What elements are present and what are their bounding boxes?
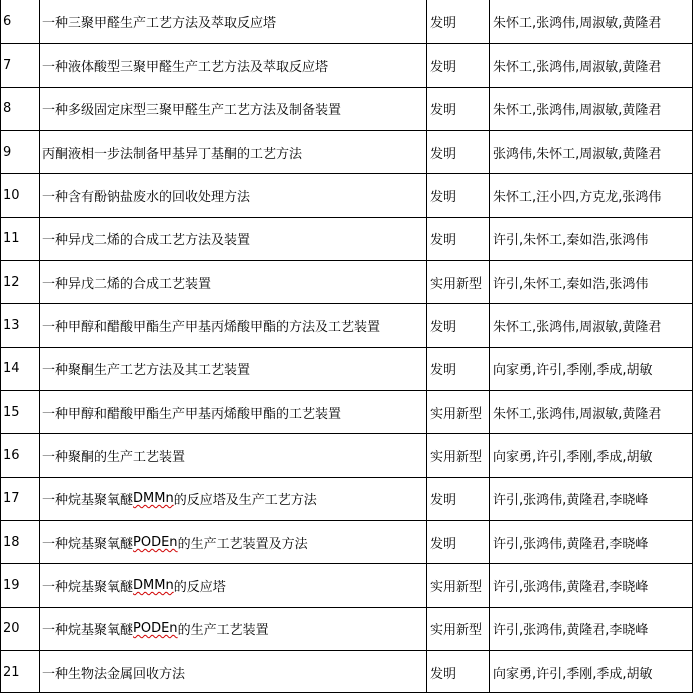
inventors: 许引,张鸿伟,黄隆君,李晓峰 bbox=[493, 537, 649, 553]
patent-title: 一种多级固定床型三聚甲醛生产工艺方法及制备装置 bbox=[42, 103, 342, 119]
row-number: 15 bbox=[3, 405, 20, 421]
inventors: 朱怀工,张鸿伟,周淑敏,黄隆君 bbox=[493, 320, 662, 336]
row-14 bbox=[0, 347, 693, 390]
title-prefix: 一种烷基聚氧醚 bbox=[42, 493, 134, 509]
row-number: 11 bbox=[3, 231, 20, 247]
inventors: 朱怀工,汪小四,方克龙,张鸿伟 bbox=[493, 190, 662, 206]
spellcheck-term: DMMn bbox=[133, 491, 174, 507]
patent-title bbox=[42, 607, 426, 650]
title-suffix: 的反应塔 bbox=[173, 580, 226, 596]
spellcheck-term: PODEn bbox=[133, 621, 178, 637]
patent-type: 发明 bbox=[430, 667, 457, 683]
row-number: 9 bbox=[3, 145, 12, 161]
row-20 bbox=[0, 607, 693, 650]
inventors: 张鸿伟,朱怀工,周淑敏,黄隆君 bbox=[493, 147, 662, 163]
inventors: 许引,张鸿伟,黄隆君,李晓峰 bbox=[493, 493, 649, 509]
row-6 bbox=[0, 0, 693, 43]
row-number: 13 bbox=[3, 318, 20, 334]
inventors: 朱怀工,张鸿伟,周淑敏,黄隆君 bbox=[493, 103, 662, 119]
title-suffix: 的生产工艺装置 bbox=[177, 623, 269, 639]
inventors: 向家勇,许引,季刚,季成,胡敏 bbox=[493, 667, 653, 683]
patent-type: 发明 bbox=[430, 16, 457, 32]
patent-type: 实用新型 bbox=[430, 580, 483, 596]
patent-title: 一种液体酸型三聚甲醛生产工艺方法及萃取反应塔 bbox=[42, 60, 329, 76]
row-number: 16 bbox=[3, 448, 20, 464]
row-12 bbox=[0, 261, 693, 304]
patent-title: 丙酮液相一步法制备甲基异丁基酮的工艺方法 bbox=[42, 147, 303, 163]
spellcheck-term: DMMn bbox=[133, 578, 174, 594]
inventors: 朱怀工,张鸿伟,周淑敏,黄隆君 bbox=[493, 16, 662, 32]
row-number: 21 bbox=[3, 665, 20, 681]
patent-type: 发明 bbox=[430, 103, 457, 119]
row-number: 19 bbox=[3, 578, 20, 594]
row-number: 10 bbox=[3, 188, 20, 204]
row-number: 18 bbox=[3, 535, 20, 551]
patent-type: 发明 bbox=[430, 190, 457, 206]
patent-title: 一种甲醇和醋酸甲酯生产甲基丙烯酸甲酯的方法及工艺装置 bbox=[42, 320, 381, 336]
patent-type: 发明 bbox=[430, 537, 457, 553]
inventors: 朱怀工,张鸿伟,周淑敏,黄隆君 bbox=[493, 60, 662, 76]
patent-title: 一种异戊二烯的合成工艺装置 bbox=[42, 277, 212, 293]
patent-title: 一种聚酮的生产工艺装置 bbox=[42, 450, 186, 466]
patent-type: 发明 bbox=[430, 320, 457, 336]
title-prefix: 一种烷基聚氧醚 bbox=[42, 623, 134, 639]
row-number: 17 bbox=[3, 491, 20, 507]
patent-type: 实用新型 bbox=[430, 450, 483, 466]
row-8 bbox=[0, 87, 693, 130]
inventors: 朱怀工,张鸿伟,周淑敏,黄隆君 bbox=[493, 407, 662, 423]
patent-title: 一种三聚甲醛生产工艺方法及萃取反应塔 bbox=[42, 16, 277, 32]
patent-type: 实用新型 bbox=[430, 407, 483, 423]
row-number: 14 bbox=[3, 361, 20, 377]
inventors: 许引,张鸿伟,黄隆君,李晓峰 bbox=[493, 580, 649, 596]
row-19 bbox=[0, 564, 693, 607]
inventors: 向家勇,许引,季刚,季成,胡敏 bbox=[493, 450, 653, 466]
patent-type: 实用新型 bbox=[430, 623, 483, 639]
patent-title bbox=[42, 564, 426, 607]
row-15 bbox=[0, 391, 693, 434]
row-number: 6 bbox=[3, 14, 12, 30]
inventors: 许引,朱怀工,秦如浩,张鸿伟 bbox=[493, 277, 649, 293]
row-21 bbox=[0, 651, 693, 694]
title-prefix: 一种烷基聚氧醚 bbox=[42, 537, 134, 553]
patent-title: 一种异戊二烯的合成工艺方法及装置 bbox=[42, 233, 251, 249]
row-16 bbox=[0, 434, 693, 477]
patent-title: 一种甲醇和醋酸甲酯生产甲基丙烯酸甲酯的工艺装置 bbox=[42, 407, 342, 423]
patent-type: 实用新型 bbox=[430, 277, 483, 293]
row-number: 20 bbox=[3, 621, 20, 637]
patent-title bbox=[42, 477, 426, 520]
row-10 bbox=[0, 174, 693, 217]
patent-type: 发明 bbox=[430, 233, 457, 249]
inventors: 许引,张鸿伟,黄隆君,李晓峰 bbox=[493, 623, 649, 639]
title-suffix: 的生产工艺装置及方法 bbox=[177, 537, 308, 553]
row-number: 12 bbox=[3, 275, 20, 291]
inventors: 许引,朱怀工,秦如浩,张鸿伟 bbox=[493, 233, 649, 249]
patent-title bbox=[42, 521, 426, 564]
patent-title: 一种含有酚钠盐废水的回收处理方法 bbox=[42, 190, 251, 206]
row-9 bbox=[0, 131, 693, 174]
patent-title: 一种聚酮生产工艺方法及其工艺装置 bbox=[42, 363, 251, 379]
row-11 bbox=[0, 217, 693, 260]
patent-type: 发明 bbox=[430, 147, 457, 163]
row-number: 8 bbox=[3, 101, 12, 117]
patent-type: 发明 bbox=[430, 493, 457, 509]
patent-title: 一种生物法金属回收方法 bbox=[42, 667, 186, 683]
row-18 bbox=[0, 521, 693, 564]
row-13 bbox=[0, 304, 693, 347]
row-17 bbox=[0, 477, 693, 520]
patent-type: 发明 bbox=[430, 60, 457, 76]
title-prefix: 一种烷基聚氧醚 bbox=[42, 580, 134, 596]
patent-type: 发明 bbox=[430, 363, 457, 379]
row-number: 7 bbox=[3, 58, 12, 74]
spellcheck-term: PODEn bbox=[133, 535, 178, 551]
title-suffix: 的反应塔及生产工艺方法 bbox=[173, 493, 317, 509]
inventors: 向家勇,许引,季刚,季成,胡敏 bbox=[493, 363, 653, 379]
row-7 bbox=[0, 44, 693, 87]
